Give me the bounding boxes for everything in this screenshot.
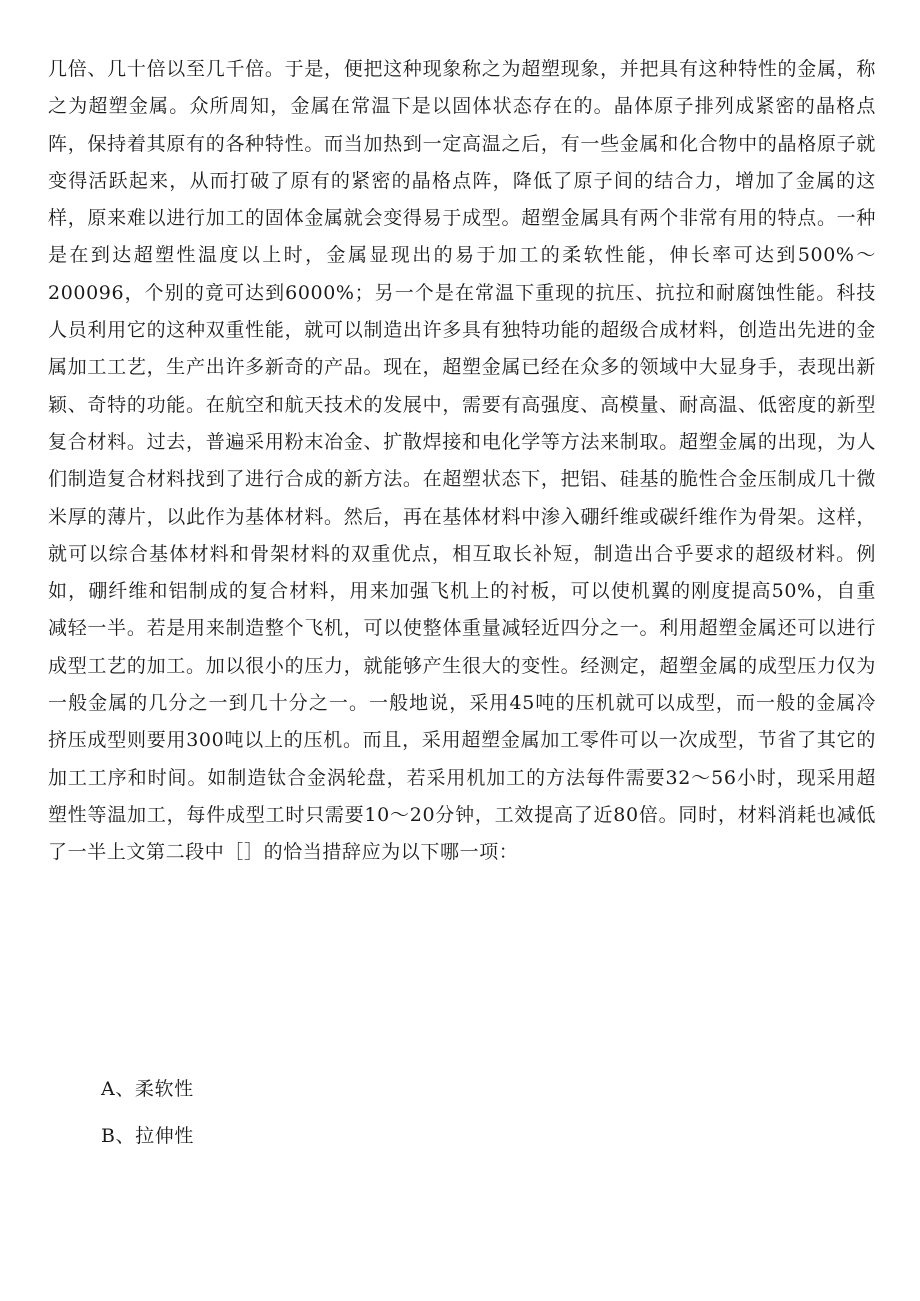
answer-option-a: A、柔软性 xyxy=(101,1078,194,1100)
answer-option-b: B、拉伸性 xyxy=(101,1125,194,1147)
question-passage: 几倍、几十倍以至几千倍。于是，便把这种现象称之为超塑现象，并把具有这种特性的金属，称之为超塑金属。众所周知，金属在常温下是以固体状态存在的。晶体原子排列成紧密的晶格点阵，保持着其原有的各种特性。而当加热到一定高温之后，有一些金属和化合物中的晶格原子就变得活跃起来，从而打破了原有的紧密的晶格点阵，降低了原子间的结合力，增加了金属的这样，原来难以进行加工的固体金属就会变得易于成型。超塑金属具有两个非常有用的特点。一种是在到达超塑性温度以上时，金属显现出的易于加工的柔软性能，伸长率可达到500%～200096，个别的竟可达到6000%；另一个是在常温下重现的抗压、抗拉和耐腐蚀性能。科技人员利用它的这种双重性能，就可以制造出许多具有独特功能的超级合成材料，创造出先进的金属加工工艺，生产出许多新奇的产品。现在，超塑金属已经在众多的领域中大显身手，表现出新颖、奇特的功能。在航空和航天技术的发展中，需要有高强度、高模量、耐高温、低密度的新型复合材料。过去，普遍采用粉末冶金、扩散焊接和电化学等方法来制取。超塑金属的出现，为人们制造复合材料找到了进行合成的新方法。在超塑状态下，把铝、硅基的脆性合金压制成几十微米厚的薄片，以此作为基体材料。然后，再在基体材料中渗入硼纤维或碳纤维作为骨架。这样，就可以综合基体材料和骨架材料的双重优点，相互取长补短，制造出合乎要求的超级材料。例如，硼纤维和铝制成的复合材料，用来加强飞机上的衬板，可以使机翼的刚度提高50%，自重减轻一半。若是用来制造整个飞机，可以使整体重量减轻近四分之一。利用超塑金属还可以进行成型工艺的加工。加以很小的压力，就能够产生很大的变性。经测定，超塑金属的成型压力仅为一般金属的几分之一到几十分之一。一般地说，采用45吨的压机就可以成型，而一般的金属冷挤压成型则要用300吨以上的压机。而且，采用超塑金属加工零件可以一次成型，节省了其它的加工工序和时间。如制造钛合金涡轮盘，若采用机加工的方法每件需要32～56小时，现采用超塑性等温加工，每件成型工时只需要10～20分钟，工效提高了近80倍。同时，材料消耗也减低了一半上文第二段中［］的恰当措辞应为以下哪一项： xyxy=(48,58,876,864)
